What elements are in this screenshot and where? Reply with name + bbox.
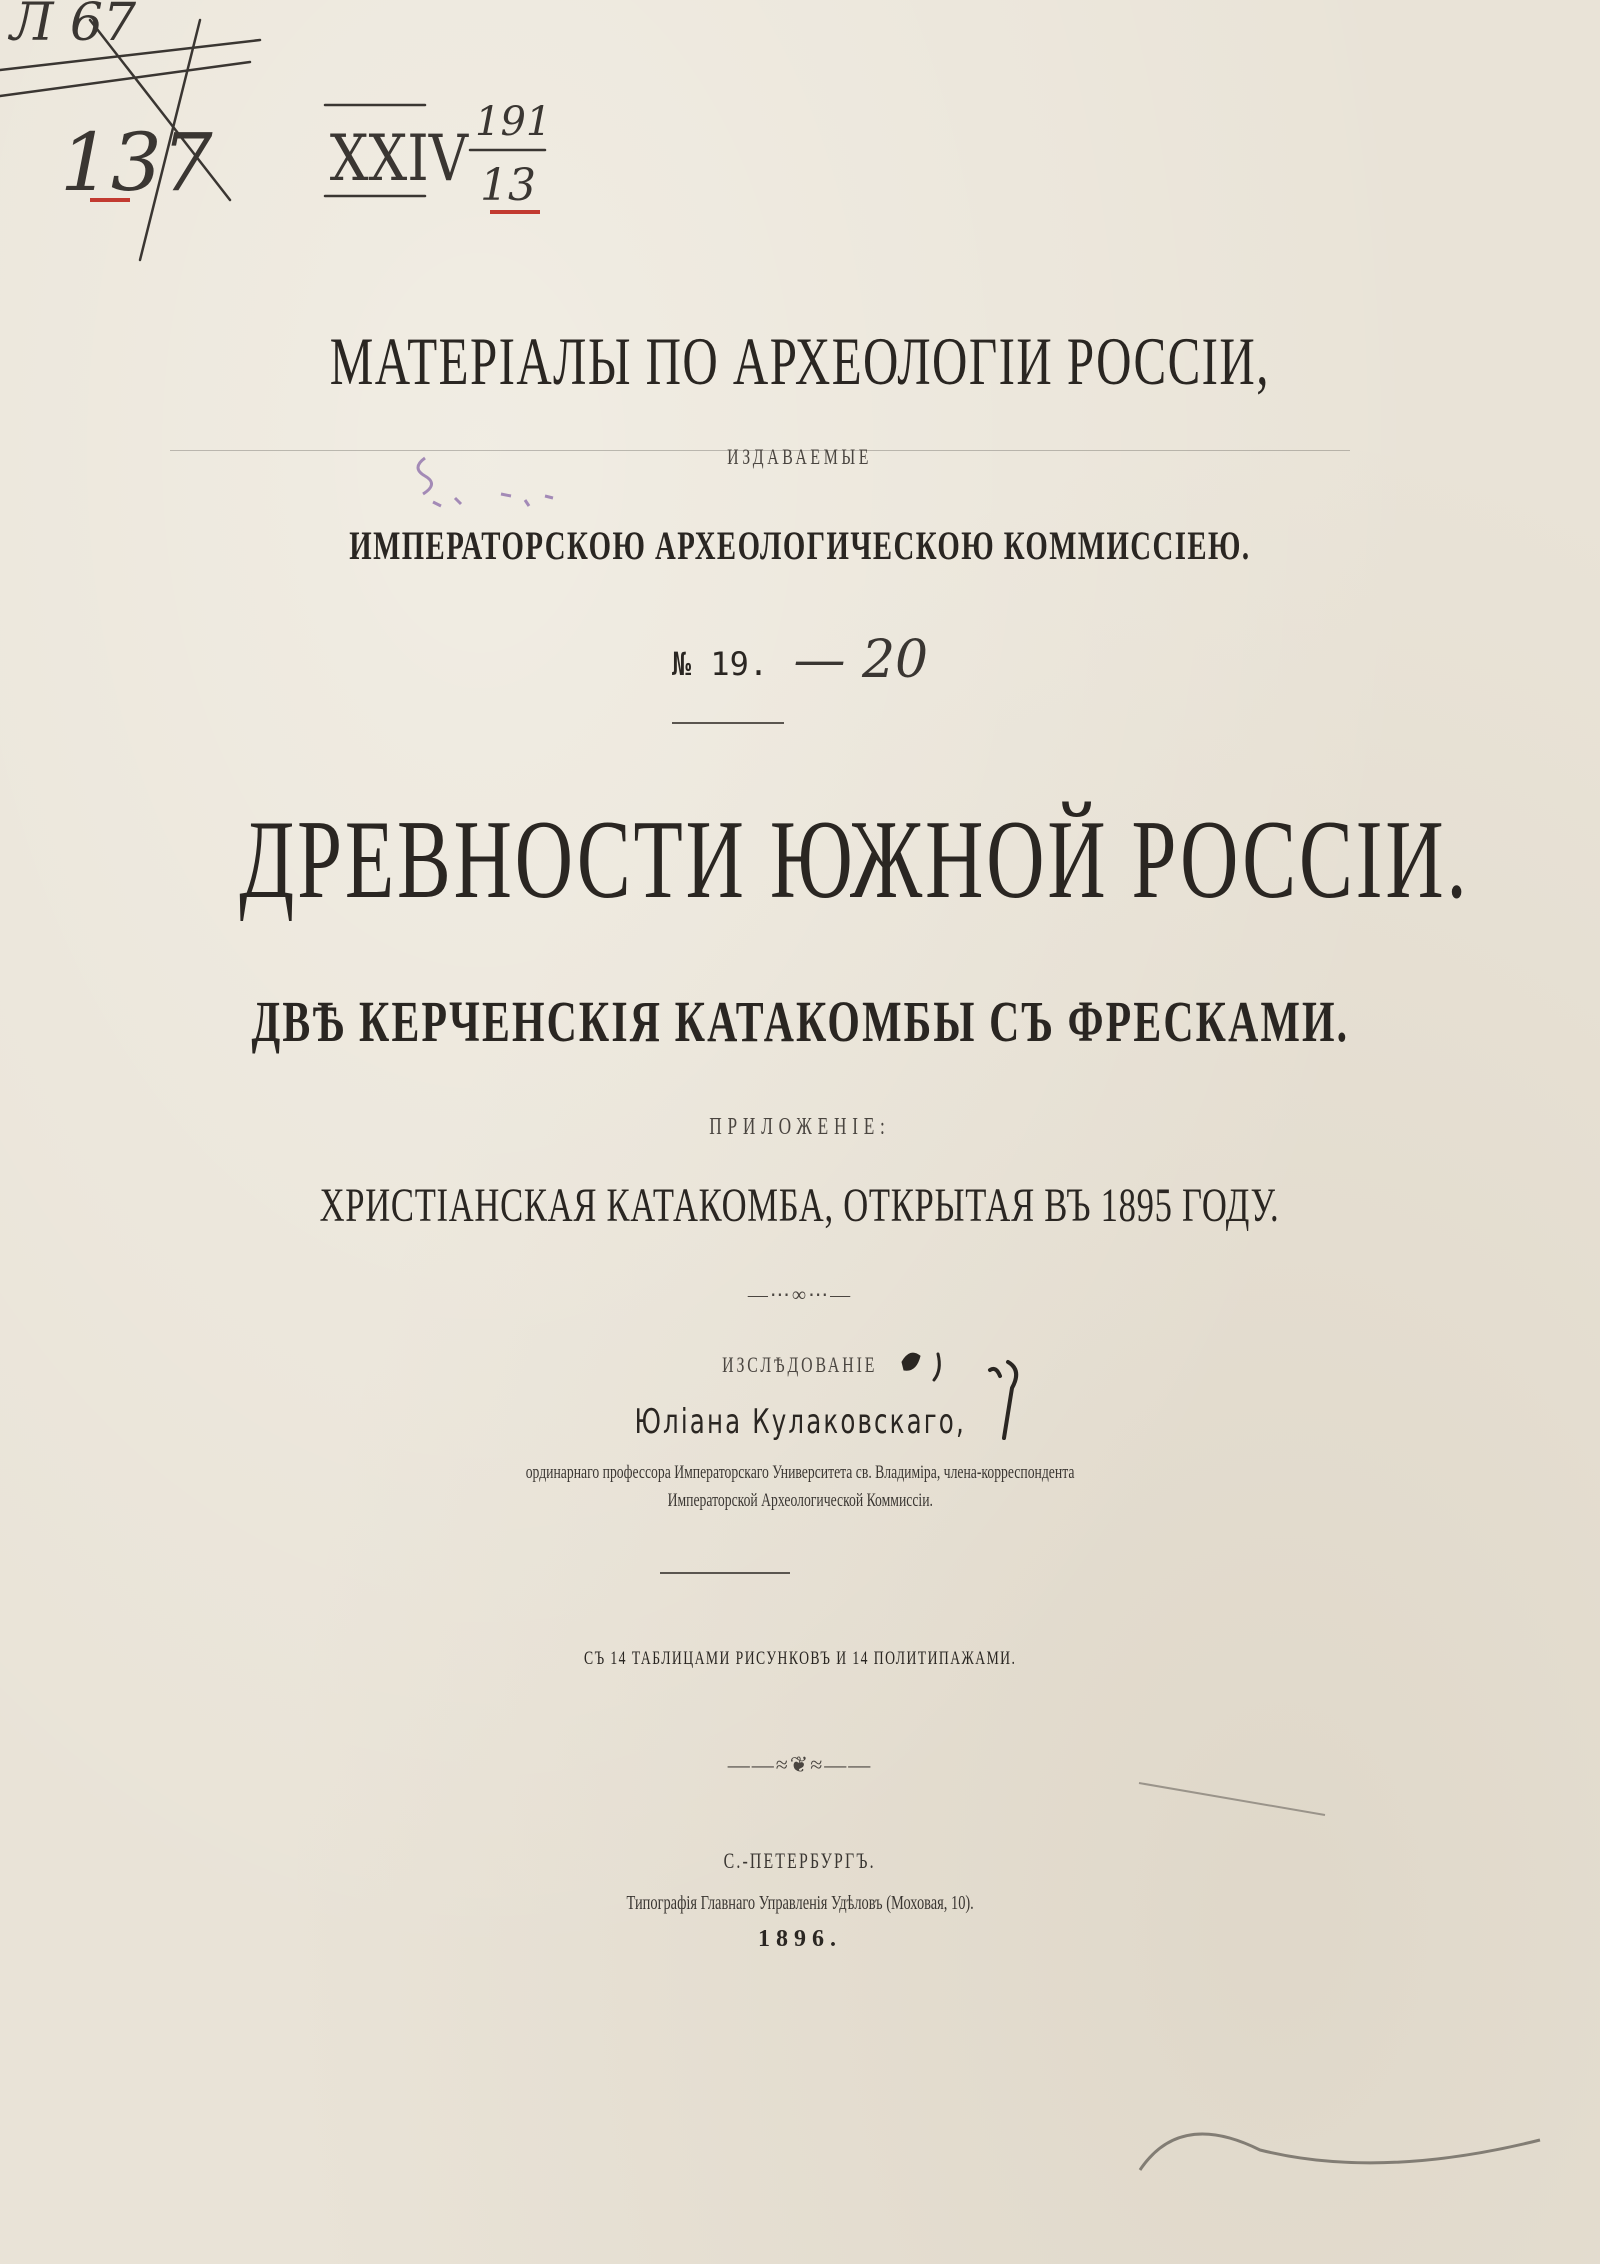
main-title: ДРЕВНОСТИ ЮЖНОЙ РОССIИ. xyxy=(239,798,1470,922)
pencil-stroke-right xyxy=(1135,1775,1335,1835)
author-affiliation-line-1: ординарнаго профессора Императорскаго Университета св. Владимiра, члена-корреспондента xyxy=(525,1462,1075,1483)
author-name: Юлiана Кулаковскаго, xyxy=(634,1402,966,1442)
issue-number-handwritten: — 20 xyxy=(793,630,929,690)
subtitle: ДВѢ КЕРЧЕНСКIЯ КАТАКОМБЫ СЪ ФРЕСКАМИ. xyxy=(251,989,1349,1054)
divider-rule-1 xyxy=(672,722,784,724)
issued-by: ИЗДАВАЕМЫЕ xyxy=(727,444,873,469)
shelfmark-fraction-bottom: 13 xyxy=(480,160,536,211)
appendix-title: ХРИСТIАНСКАЯ КАТАКОМБА, ОТКРЫТАЯ ВЪ 1895 ГОДУ. xyxy=(320,1179,1280,1232)
issue-number-printed: № 19. xyxy=(671,645,769,683)
library-shelfmark xyxy=(0,0,600,300)
shelfmark-fraction-top: 191 xyxy=(475,99,552,145)
research-label: ИЗСЛѢДОВАНIЕ xyxy=(722,1352,878,1377)
pencil-stroke-bottom-right xyxy=(1130,2080,1550,2200)
handwritten-marks xyxy=(890,1340,1080,1450)
issue-number xyxy=(0,628,1600,688)
publication-year: 1896. xyxy=(758,1926,842,1952)
shelfmark-left: 137 xyxy=(60,116,213,209)
author-affiliation-line-2: Императорской Археологической Коммиссiи. xyxy=(667,1490,933,1511)
publication-city: С.-ПЕТЕРБУРГЪ. xyxy=(723,1848,877,1873)
library-stamp-mark xyxy=(405,450,605,520)
divider-rule-2 xyxy=(660,1572,790,1574)
ornament-divider-small: —⋯∞⋯— xyxy=(747,1284,853,1306)
series-title: МАТЕРIАЛЫ ПО АРХЕОЛОГIИ РОССIИ, xyxy=(329,323,1271,399)
shelfmark-roman: XXIV xyxy=(329,121,468,197)
commission-line: ИМПЕРАТОРСКОЮ АРХЕОЛОГИЧЕСКОЮ КОММИССIЕЮ. xyxy=(349,523,1251,568)
plates-note: СЪ 14 ТАБЛИЦАМИ РИСУНКОВЪ И 14 ПОЛИТИПАЖАМИ. xyxy=(583,1648,1017,1669)
appendix-label: ПРИЛОЖЕНIЕ: xyxy=(709,1114,891,1140)
ornament-divider-large: ——≈❦≈—— xyxy=(727,1752,873,1777)
shelfmark-corner: Л 67 xyxy=(10,0,137,53)
printer-line: Типографiя Главнаго Управленiя Удѣловъ (Моховая, 10). xyxy=(626,1892,974,1914)
